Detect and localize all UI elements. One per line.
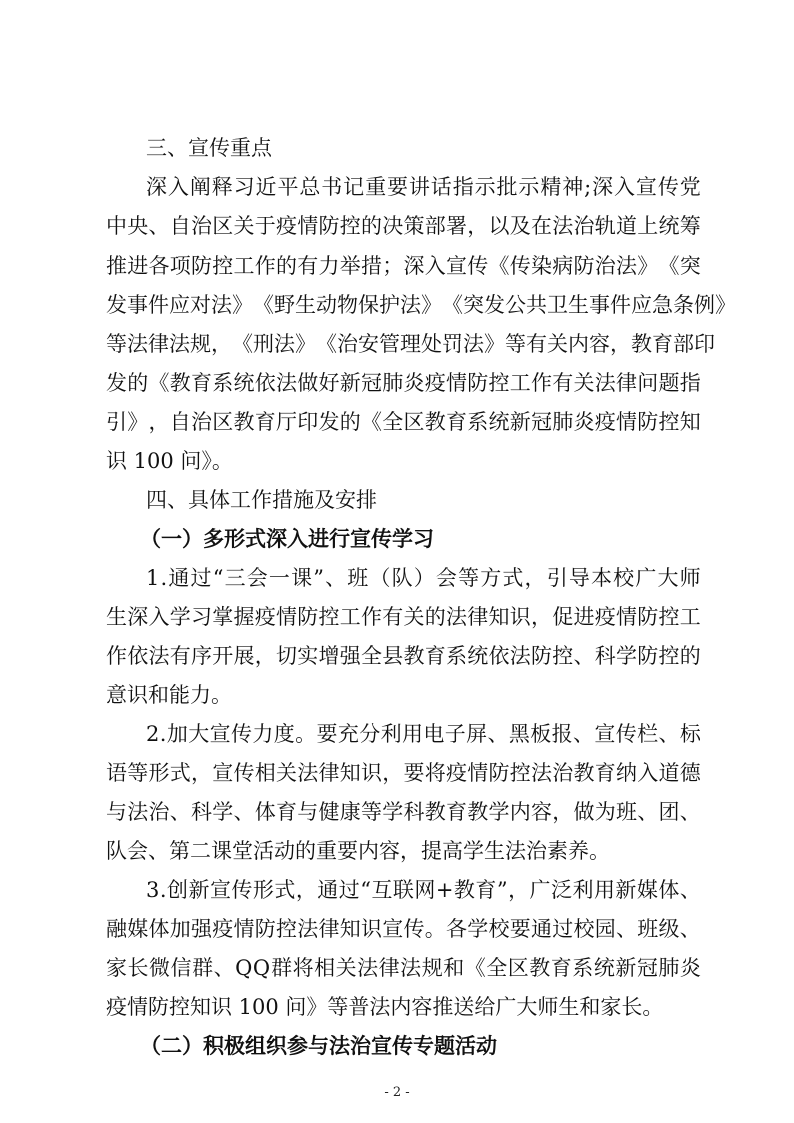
- paragraph-line: 疫情防控知识 100 问》等普法内容推送给广大师生和家长。: [106, 995, 664, 1019]
- paragraph-line: 1 . 通 过 “ 三 会 一 课 ” 、 班 （ 队 ） 会 等 方 式 ， 引 导 本 校 广 大 师: [146, 566, 701, 590]
- section-heading-3: 三、宣传重点: [146, 136, 272, 160]
- paragraph-line: 队会、第二课堂活动的重要内容，提高学生法治素养。: [106, 839, 610, 863]
- subsection-heading-2: （二）积极组织参与法治宣传专题活动: [140, 1034, 497, 1058]
- paragraph-line: 生 深 入 学 习 掌 握 疫 情 防 控 工 作 有 关 的 法 律 知 识 ， 促 进 疫 情 防 控 工: [106, 605, 701, 629]
- paragraph-line: 2 . 加 大 宣 传 力 度 。 要 充 分 利 用 电 子 屏 、 黑 板 报 、 宣 传 栏 、 标: [146, 722, 701, 746]
- subsection-heading-1: （一）多形式深入进行宣传学习: [140, 527, 434, 551]
- paragraph-line: 作 依 法 有 序 开 展 ， 切 实 增 强 全 县 教 育 系 统 依 法 防 控 、 科 学 防 控 的: [106, 644, 701, 668]
- paragraph-line: 意识和能力。: [106, 683, 232, 707]
- paragraph-line: 引 》 ， 自 治 区 教 育 厅 印 发 的 《 全 区 教 育 系 统 新 冠 肺 炎 疫 情 防 控 知: [106, 410, 701, 434]
- paragraph-line: 发 事 件 应 对 法 》 《 野 生 动 物 保 护 法 》 《 突 发 公 共 卫 生 事 件 应 急 条 例 》: [106, 293, 736, 317]
- paragraph-line: 识 100 问》。: [106, 449, 233, 473]
- section-heading-4: 四、具体工作措施及安排: [146, 488, 377, 512]
- paragraph-line: 与 法 治 、 科 学 、 体 育 与 健 康 等 学 科 教 育 教 学 内 容 ， 做 为 班 、 团 、: [106, 800, 701, 824]
- paragraph-line: 语 等 形 式 ， 宣 传 相 关 法 律 知 识 ， 要 将 疫 情 防 控 法 治 教 育 纳 入 道 德: [106, 761, 701, 785]
- paragraph-line: 家 长 微 信 群 、 Q Q 群 将 相 关 法 律 法 规 和 《 全 区 教 育 系 统 新 冠 肺 炎: [106, 956, 701, 980]
- paragraph-line: 等 法 律 法 规 ， 《 刑 法 》 《 治 安 管 理 处 罚 法 》 等 有 关 内 容 ， 教 育 部 印: [106, 332, 715, 356]
- paragraph-line: 发 的 《 教 育 系 统 依 法 做 好 新 冠 肺 炎 疫 情 防 控 工 作 有 关 法 律 问 题 指: [106, 371, 701, 395]
- paragraph-line: 深 入 阐 释 习 近 平 总 书 记 重 要 讲 话 指 示 批 示 精 神 ; 深 入 宣 传 党: [146, 175, 701, 199]
- page-number: - 2 -: [384, 1085, 410, 1100]
- paragraph-line: 推 进 各 项 防 控 工 作 的 有 力 举 措 ； 深 入 宣 传 《 传 染 病 防 治 法 》 《 突: [106, 254, 701, 278]
- paragraph-line: 中 央 、 自 治 区 关 于 疫 情 防 控 的 决 策 部 署 ， 以 及 在 法 治 轨 道 上 统 筹: [106, 214, 701, 238]
- paragraph-line: 3 . 创 新 宣 传 形 式 ， 通 过 “ 互 联 网 + 教 育 ” ， 广 泛 利 用 新 媒 体 、: [146, 878, 701, 902]
- paragraph-line: 融 媒 体 加 强 疫 情 防 控 法 律 知 识 宣 传 。 各 学 校 要 通 过 校 园 、 班 级 、: [106, 917, 701, 941]
